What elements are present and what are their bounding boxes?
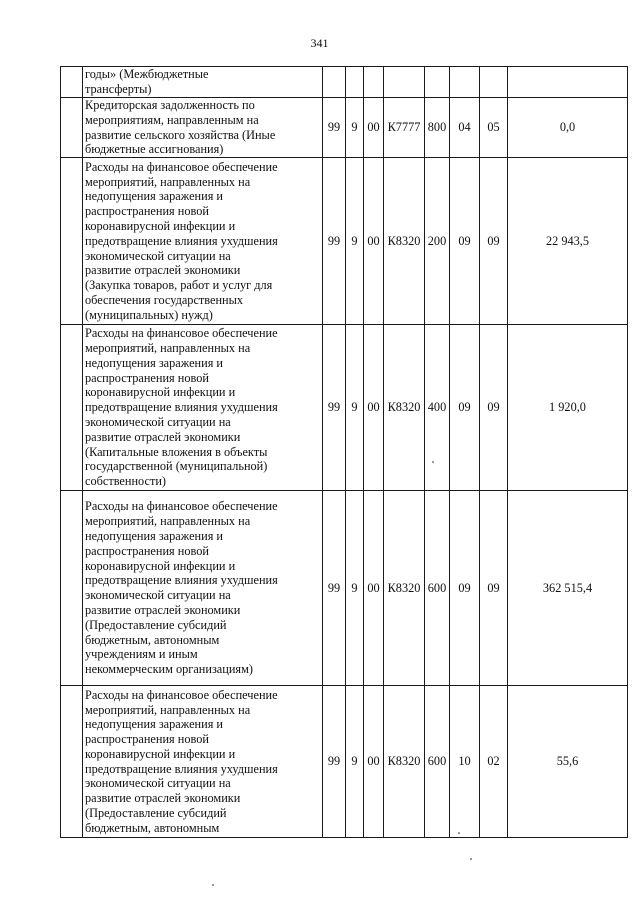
expense-type-code: 800 [425, 98, 450, 158]
main-event-code [364, 67, 384, 98]
main-event-code: 00 [364, 158, 384, 325]
amount: 362 515,4 [508, 491, 628, 686]
subprogram-code: 9 [346, 325, 364, 491]
program-code [323, 67, 346, 98]
amount: 22 943,5 [508, 158, 628, 325]
direction-code [384, 67, 425, 98]
expense-type-code: 600 [425, 491, 450, 686]
section-code: 09 [450, 491, 480, 686]
direction-code: К8320 [384, 325, 425, 491]
section-code: 09 [450, 325, 480, 491]
amount: 1 920,0 [508, 325, 628, 491]
subsection-code [480, 67, 508, 98]
description-cell: Расходы на финансовое обеспечение мероприятий, направленных на недопущения заражения и распространения новой коронавирусной инфекции и предотвращение влияния ухудшения экономической ситуации на развитие отраслей экономики (Предоставление субсидий бюджетным, автономным учреждениям и иным некоммерческим организациям) [83, 491, 323, 686]
table-row [61, 98, 628, 158]
description-cell: Расходы на финансовое обеспечение мероприятий, направленных на недопущения заражения и распространения новой коронавирусной инфекции и предотвращение влияния ухудшения экономической ситуации на развитие отраслей экономики (Капитальные вложения в объекты государственной (муниципальной) собственности) [83, 325, 323, 491]
expense-type-code: 200 [425, 158, 450, 325]
main-event-code: 00 [364, 98, 384, 158]
scan-speck [470, 858, 472, 860]
page-number: 341 [310, 36, 329, 50]
section-code: 10 [450, 686, 480, 838]
row-marker-cell [61, 491, 83, 686]
description-cell: годы» (Межбюджетные трансферты) [83, 67, 323, 98]
expense-type-code: 600 [425, 686, 450, 838]
budget-table [60, 66, 628, 838]
subsection-code: 05 [480, 98, 508, 158]
subprogram-code: 9 [346, 686, 364, 838]
scan-speck [432, 461, 434, 463]
scan-speck [458, 832, 460, 834]
row-marker-cell [61, 686, 83, 838]
subprogram-code: 9 [346, 98, 364, 158]
subsection-code: 09 [480, 158, 508, 325]
table-row [61, 325, 628, 491]
section-code [450, 67, 480, 98]
subprogram-code [346, 67, 364, 98]
amount: 0,0 [508, 98, 628, 158]
expense-type-code: 400 [425, 325, 450, 491]
program-code: 99 [323, 686, 346, 838]
expense-type-code [425, 67, 450, 98]
table-row [61, 491, 628, 686]
amount: 55,6 [508, 686, 628, 838]
row-marker-cell [61, 158, 83, 325]
program-code: 99 [323, 491, 346, 686]
main-event-code: 00 [364, 325, 384, 491]
description-cell: Расходы на финансовое обеспечение мероприятий, направленных на недопущения заражения и распространения новой коронавирусной инфекции и предотвращение влияния ухудшения экономической ситуации на развитие отраслей экономики (Предоставление субсидий бюджетным, автономным [83, 686, 323, 838]
amount [508, 67, 628, 98]
subsection-code: 02 [480, 686, 508, 838]
direction-code: К7777 [384, 98, 425, 158]
table-row [61, 67, 628, 98]
row-marker-cell [61, 67, 83, 98]
direction-code: К8320 [384, 686, 425, 838]
description-cell: Расходы на финансовое обеспечение мероприятий, направленных на недопущения заражения и распространения новой коронавирусной инфекции и предотвращение влияния ухудшения экономической ситуации на развитие отраслей экономики (Закупка товаров, работ и услуг для обеспечения государственных (муниципальных) нужд) [83, 158, 323, 325]
section-code: 09 [450, 158, 480, 325]
direction-code: К8320 [384, 158, 425, 325]
program-code: 99 [323, 98, 346, 158]
description-cell: Кредиторская задолженность по мероприятиям, направленным на развитие сельского хозяйства (Иные бюджетные ассигнования) [83, 98, 323, 158]
table-row [61, 686, 628, 838]
main-event-code: 00 [364, 491, 384, 686]
subprogram-code: 9 [346, 158, 364, 325]
section-code: 04 [450, 98, 480, 158]
row-marker-cell [61, 98, 83, 158]
direction-code: К8320 [384, 491, 425, 686]
subsection-code: 09 [480, 325, 508, 491]
program-code: 99 [323, 158, 346, 325]
scan-speck [212, 884, 214, 886]
row-marker-cell [61, 325, 83, 491]
subsection-code: 09 [480, 491, 508, 686]
table-row [61, 158, 628, 325]
subprogram-code: 9 [346, 491, 364, 686]
program-code: 99 [323, 325, 346, 491]
main-event-code: 00 [364, 686, 384, 838]
